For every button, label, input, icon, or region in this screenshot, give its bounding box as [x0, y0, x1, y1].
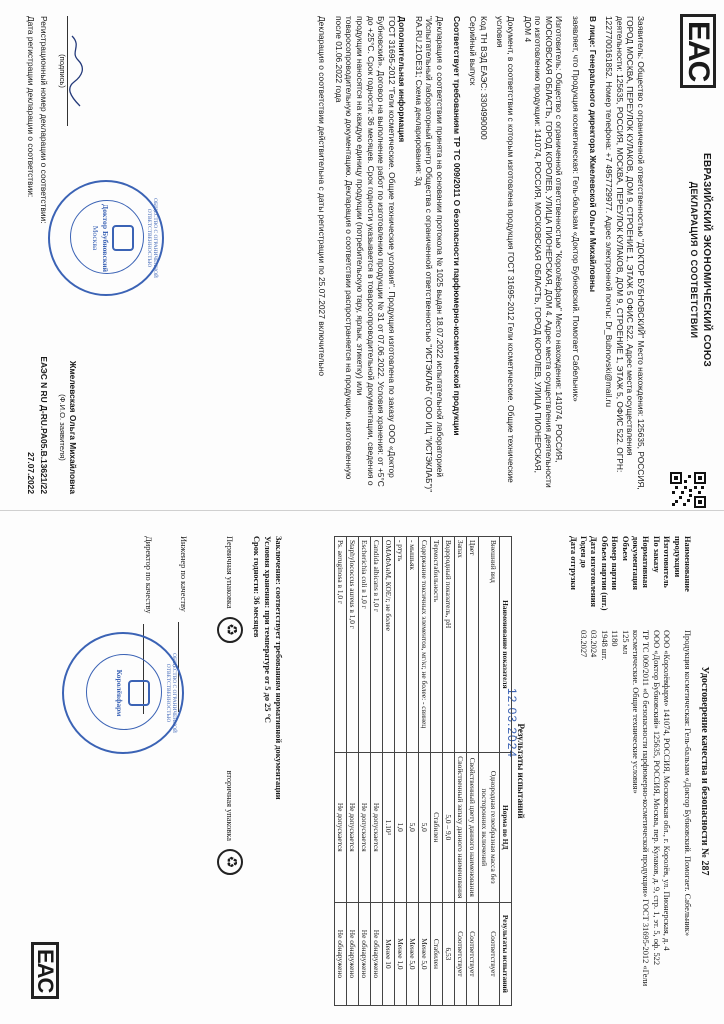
- storage-text: Условия хранения: при температуре от 5 до 25 °C: [263, 536, 272, 723]
- table-row: ОМАФАнМ, КОЕ/г, не более 1.10³ Менее 10: [383, 537, 395, 1006]
- handwritten-signature-icon: [68, 16, 84, 126]
- table-row: Ps. aeruginosa в 1,0 г Не допускается Не обнаружено: [335, 537, 347, 1006]
- conclusion-text: Заключение: соответствует требованиям нормативной документации: [274, 536, 283, 800]
- seal-ring-text: ОБЩЕСТВО С ОГРАНИЧЕННОЙ ОТВЕТСТВЕННОСТЬЮ: [165, 653, 177, 733]
- reg-number-label: Регистрационный номер декларации о соответствии:: [39, 16, 50, 224]
- declaration-header: [689, 70, 712, 450]
- seal-name: Доктор Бубновский: [101, 204, 110, 272]
- reg-date-label: Дата регистрации декларации о соответствии:: [25, 16, 36, 198]
- field-row: Нормативная документация ТР ТС 009/2011 «О безопасности парфюмерно-косметической продукции» ГОСТ 31695-2012 «Гели косметические. Общие технические условия»: [630, 536, 651, 987]
- table-row: Водородный показатель, pH 5,0 – 9,0 6,53: [443, 537, 455, 1006]
- inspector-label: Инженер по качеству: [179, 536, 188, 612]
- code-text: Код ТН ВЭД ЕАЭС: 3304990000: [478, 16, 489, 140]
- secondary-packaging-label: вторичная упаковка: [225, 770, 235, 841]
- declaration-panel: [0, 0, 724, 510]
- seal-logo-icon: [112, 225, 134, 251]
- requirements-text: Соответствует требованиям ТР ТС 009/2011 О безопасности парфюмерно-косметической продукции: [451, 16, 462, 436]
- declaration-body: [311, 16, 646, 494]
- table-row: Запах Свойственный запаху данного наименования Соответствует: [455, 537, 467, 1006]
- field-row: Дата отгрузки: [568, 536, 578, 590]
- table-row: - ртуть 1,0 Менее 1,0: [395, 537, 407, 1006]
- results-table: [334, 536, 512, 1006]
- field-row: Годен до 03.2027: [578, 536, 588, 658]
- company-seal: [48, 180, 164, 296]
- manufacturer-text: Изготовитель: Общество с ограниченной ответственностью "Королёвфарм" Место нахождения: 141074, РОССИЯ, МОСКОВСКАЯ ОБЛАСТЬ, ГОРОД КОРОЛЕВ, УЛИЦА ПИОНЕРСКАЯ, ДОМ 4. Адрес места осуществления деятельности по изготовлению продукции: 141074, РОССИЯ, МОСКОВСКАЯ ОБЛАСТЬ, ГОРОД КОРОЛЕВ, УЛИЦА ПИОНЕРСКАЯ, ДОМ 4: [522, 16, 565, 488]
- table-row: Цвет Свойственный цвету данного наименования Соответствует: [467, 537, 479, 1006]
- recycle-icon-secondary: ♻: [217, 849, 243, 875]
- seal-name: Королёвфарм: [115, 669, 124, 717]
- table-row: Escherichia coli в 1,0 г Не допускается Не обнаружено: [359, 537, 371, 1006]
- person-text: В лице: Генерального директора Жмелевской Ольги Михайловны: [587, 16, 598, 293]
- table-row: Candida albicans в 1,0 г Не допускается Не обнаружено: [371, 537, 383, 1006]
- table-row: Внешний вид Однородная гелеобразная масса без посторонних включений Соответствует: [479, 537, 500, 1006]
- quality-certificate-panel: [0, 512, 724, 1024]
- field-row: Дата изготовления 03.2024: [589, 536, 599, 658]
- batch-text: Серийный выпуск: [468, 16, 479, 86]
- reg-date-value: 27.07.2022: [25, 452, 36, 494]
- table-row: Термостабильность Стабилен Стабилен: [431, 537, 443, 1006]
- document-text: Документ, в соответствии с которым изготовлена продукция ГОСТ 31695-2012 Гели косметические. Общие технические условия: [495, 16, 517, 483]
- field-row: Изготовитель ООО «Королёвфарм» 141074, РОССИЯ, Московская обл., г. Королёв, ул. Пионерская, д. 4: [662, 536, 672, 951]
- manufacturer-seal: [62, 632, 184, 754]
- qr-code-icon: [670, 472, 706, 508]
- field-row: Наименование продукции Продукция косметическая: Гель-бальзам «Доктор Бубновский. Помогает. Сабельник»: [672, 536, 692, 937]
- field-row: Объем партии (шт.) 1948 шт.: [599, 536, 609, 661]
- seal-logo-icon: [128, 680, 150, 706]
- extra-title: Дополнительная информация: [397, 16, 408, 143]
- reg-number-value: ЕАЭС N RU Д-RU.РА05.В.13621/22: [39, 356, 50, 494]
- certificate-footer: [143, 536, 284, 1006]
- declaration-title: ДЕКЛАРАЦИЯ О СООТВЕТСТВИИ: [689, 181, 699, 339]
- eac-mark-small: EAC: [30, 942, 64, 999]
- table-row: - мышьяк 5,0 Менее 5,0: [407, 537, 419, 1006]
- field-row: Объем 125 мл: [620, 536, 630, 655]
- seal-ring-text: ОБЩЕСТВО С ОГРАНИЧЕННОЙ ОТВЕТСТВЕННОСТЬЮ: [146, 198, 158, 278]
- applicant-text: Заявитель: Общество с ограниченной ответственностью "ДОКТОР БУБНОВСКИЙ" Место нахождения: 125635, РОССИЯ, ГОРОД МОСКВА, ПЕРЕУЛОК КУЛАКОВ, ДОМ 9, СТРОЕНИЕ 1, ЭТАЖ 5 ОФИС 522. Адрес места осуществления деятельности: 125635, РОССИЯ, МОСКВА, ПЕРЕУЛОК КУЛАКОВ, ДОМ 9, СТРОЕНИЕ 1, ЭТАЖ 5, ОФИС 522. ОГРН: 1227700161852. Номер телефона: +7 4957729977. Адрес электронной почты: Dr_Bubnovski@mail.ru: [604, 16, 646, 490]
- certificate-fields: [567, 536, 692, 1006]
- fold-line: [0, 510, 724, 511]
- table-row: Staphylococcus aureus в 1,0 г Не допускается Не обнаружено: [347, 537, 359, 1006]
- seal-city: Москва: [91, 225, 100, 251]
- signer-caption: (Ф.И.О. заявителя): [58, 394, 67, 461]
- union-title: ЕВРАЗИЙСКИЙ ЭКОНОМИЧЕСКИЙ СОЮЗ: [701, 152, 712, 368]
- table-row: Содержание токсичных элементов, мг/кг, не более: - свинец 5,0 Менее 5,0: [419, 537, 431, 1006]
- validity-text: Декларация о соответствии действительна с даты регистрации по 25.07.2027 включительно: [317, 16, 328, 377]
- field-row: Номер партии 1180: [610, 536, 620, 647]
- shelf-life-text: Срок годности: 36 месяцев: [252, 536, 261, 638]
- certificate-title: Удостоверение качества и безопасности № 287: [699, 666, 710, 876]
- date-stamp: 12.03.2024: [505, 688, 519, 759]
- table-header-row: Наименование показателя Норма по НД Результаты испытаний: [500, 537, 512, 1006]
- extra-text: ГОСТ 31695-2012 "Гели косметические. Общие технические условия". Продукция изготовлена по заказу ООО «Доктор Бубновский». Договор на выполнение работ по изготовлению продукции № 31 от 07.06.2022. Условия хранения: от +5°C до +25°C. Срок годности: 36 месяцев. Срок годности указывается в товаросопроводительной документации, сведения о продукции наносятся на каждую единицу продукции (потребительскую тару, ярлык, этикетку) или товаросопроводительную документацию. Декларация о соответствии распространяется на продукцию, изготовленную после 01.06.2022 года: [333, 16, 397, 487]
- signature-caption: (подпись): [58, 54, 67, 88]
- field-row: По заказу ООО «Доктор Бубновский» 125635, РОССИЯ, Москва, пер. Кулаков, д. 9, стр. 1, эт. 5, оф. 522: [651, 536, 661, 966]
- declares-text: заявляет, что Продукция косметическая: Гель-бальзам «Доктор Бубновский. Помогает Сабельник»: [571, 16, 582, 402]
- basis-text: Декларация о соответствии принята на основании протокола № 1025 выдан 18.07.2022 испытательной лабораторией "Испытательный лабораторный центр Общества с ограниченной ответственностью "ИСТЭКЛАБ" (ООО ИЦ "ИСТЭКЛАБ")" RA.RU.21ОЕ31; Схема декларирования: 3д: [413, 16, 446, 493]
- results-title: Результаты испытаний: [516, 723, 526, 819]
- recycle-icon: ♻: [217, 617, 243, 643]
- director-label: Директор по качеству: [144, 536, 153, 614]
- eac-mark: EAC: [680, 14, 716, 88]
- signer-name: Жмелевская Ольга Михайловна: [67, 360, 78, 494]
- primary-packaging-label: Первичная упаковка: [225, 536, 235, 609]
- signature-line: [67, 16, 84, 126]
